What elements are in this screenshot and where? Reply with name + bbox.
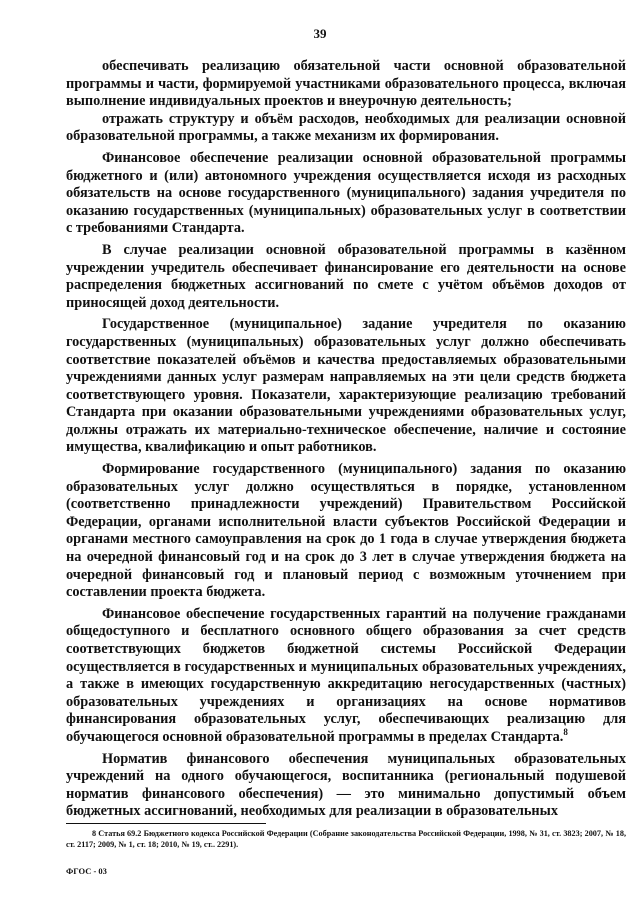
footnote	[66, 828, 626, 850]
document-label: ФГОС - 03	[66, 866, 107, 876]
paragraph-4: В случае реализации основной образовательной программы в казённом учреждении учредитель обеспечивает финансирование его деятельности на основе распределения бюджетных ассигнований по смете с учётом объёмов доходов от приносящей доход деятельности.	[66, 241, 626, 311]
page-number: 39	[313, 26, 327, 41]
paragraph-2: отражать структуру и объём расходов, необходимых для реализации основной образовательной программы, а также механизм их формирования.	[66, 110, 626, 145]
footnote-reference[interactable]: 8	[563, 727, 568, 738]
paragraph-5: Государственное (муниципальное) задание учредителя по оказанию государственных (муниципальных) образовательных услуг должно обеспечивать соответствие показателей объёмов и качества предоставляемых образовательными учреждениями данных услуг размерам направляемых на эти цели средств бюджета соответствующего уровня. Показатели, характеризующие реализацию требований Стандарта при оказании образовательными учреждениями образовательных услуг, должны отражать их материально-техническое обеспечение, наличие и состояние имущества, квалификацию и опыт работников.	[66, 316, 626, 456]
footnote-text: Статья 69.2 Бюджетного кодекса Российской Федерации (Собрание законодательства Российской Федерации, 1998, № 31, ст. 3823; 2007, № 18, ст. 2117; 2009, № 1, ст. 18; 2010, № 19, ст.. 2291).	[66, 829, 626, 849]
footnote-divider	[66, 823, 266, 824]
paragraph-1: обеспечивать реализацию обязательной части основной образовательной программы и части, формируемой участниками образовательного процесса, включая выполнение индивидуальных проектов и внеурочную деятельность;	[66, 58, 626, 110]
paragraph-8: Норматив финансового обеспечения муниципальных образовательных учреждений на одного обучающегося, воспитанника (региональный подушевой норматив финансового обеспечения) — это минимально допустимый объем бюджетных ассигнований, необходимых для реализации в образовательных	[66, 750, 626, 820]
body-text	[66, 58, 626, 821]
footnote-number: 8	[92, 829, 97, 838]
paragraph-6: Формирование государственного (муниципального) задания по оказанию образовательных услуг должно осуществляться в порядке, установленном (соответственно принадлежности учреждений) Правительством Российской Федерации, органами исполнительной власти субъектов Российской Федерации и органами местного самоуправления на срок до 1 года в случае утверждения бюджета на очередной финансовый год и на срок до 3 лет в случае утверждения бюджета на очередной финансовый год и плановый период с возможным уточнением при составлении проекта бюджета.	[66, 461, 626, 601]
paragraph-7: Финансовое обеспечение государственных гарантий на получение гражданами общедоступного и бесплатного основного общего образования за счет средств соответствующих бюджетов бюджетной системы Российской Федерации осуществляется в государственных и муниципальных образовательных учреждениях, а также в имеющих государственную аккредитацию негосударственных (частных) образовательных учреждениях и организациях на основе нормативов финансирования образовательных услуг, обеспечивающих реализацию для обучающегося основной образовательной программы в пределах Стандарта.$^8$	[66, 605, 626, 745]
paragraph-3: Финансовое обеспечение реализации основной образовательной программы бюджетного и (или) автономного учреждения осуществляется исходя из расходных обязательств на основе государственного (муниципального) задания учредителя по оказанию государственных (муниципальных) образовательных услуг в соответствии с требованиями Стандарта.	[66, 149, 626, 237]
